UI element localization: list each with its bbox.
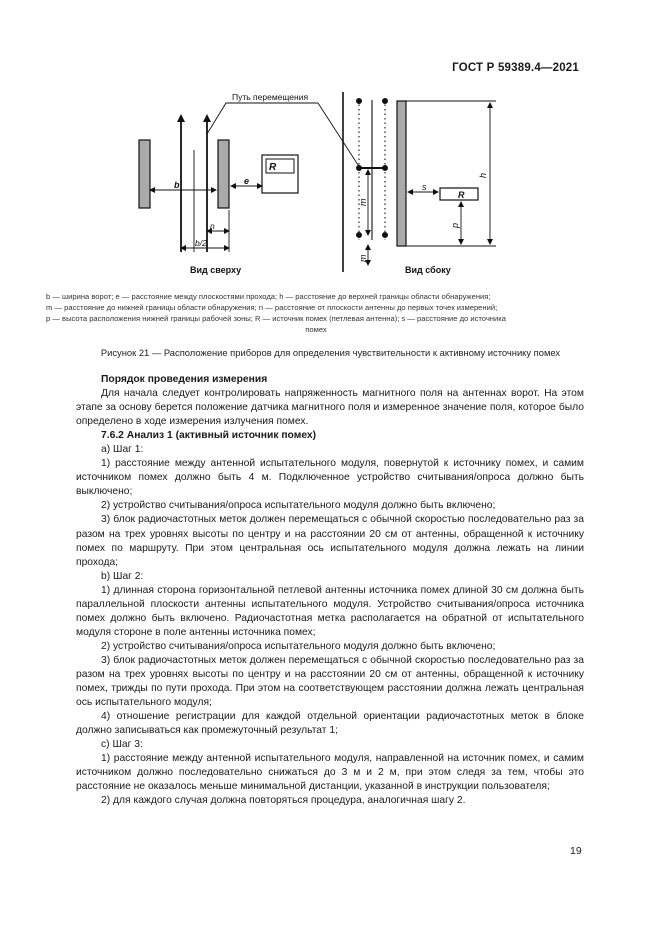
label-p: p	[450, 222, 460, 228]
page-number: 19	[570, 845, 582, 857]
figure-diagram	[0, 0, 661, 300]
label-b: b	[174, 180, 180, 190]
view-top-label: Вид сверху	[190, 265, 242, 275]
label-s: s	[422, 182, 427, 192]
label-m: m	[358, 198, 368, 206]
figure-21	[0, 0, 661, 300]
paragraph: 3) блок радиочастотных меток должен перемещаться с обычной скоростью последовательно раз за разом на трех уровнях высоты по центру и на расстоянии 20 см от антенны, обращенной к источнику помех по маршруту. При этом центральная ось испытательного модуля должна лежать на линии прохода;	[76, 514, 584, 568]
paragraph: 1) расстояние между антенной испытательного модуля, направленной на источник помех, и самим источником должно последовательно снижаться до 3 м и 2 м, при этом следя за тем, чтобы это расстояние не оказалось меньше минимальной дистанции, указанной в инструкции пользователя;	[76, 753, 584, 793]
paragraph: 2) для каждого случая должна повторяться процедура, аналогичная шагу 2.	[101, 795, 466, 807]
label-r-side: R	[458, 190, 465, 200]
legend-line: m — расстояние до нижней границы области обнаружения; n — расстояние от плоскости антенны до первых точек измерений;	[46, 303, 498, 312]
paragraph: 2) устройство считывания/опроса испытательного модуля должно быть включено;	[101, 500, 496, 512]
legend-line: p — высота расположения нижней границы рабочей зоны; R — источник помех (петлевая антенна); s — расстояние до источника	[46, 314, 506, 323]
section-heading: Порядок проведения измерения	[101, 374, 268, 385]
subsection-heading: 7.6.2 Анализ 1 (активный источник помех)	[101, 430, 317, 442]
paragraph: 2) устройство считывания/опроса испытательного модуля должно быть включено;	[101, 640, 496, 652]
label-e: e	[244, 176, 250, 186]
path-label: Путь перемещения	[232, 92, 309, 102]
paragraph: 1) длинная сторона горизонтальной петлевой антенны источника помех длиной 30 см должна быть параллельной плоскости антенны испытательного модуля. Устройство считывания/опроса источника помех должно быть включено. Радиочастотная метка располагается на обратной от испытательного модуля стороне в поле антенны источника помех;	[76, 584, 584, 638]
paragraph: Для начала следует контролировать напряженность магнитного поля на антеннах ворот. На этом этапе за основу берется положение датчика магнитного поля и измеренное значение поля, которое было определено в ходе измерения излучения помех.	[76, 388, 584, 428]
body-text	[76, 373, 584, 808]
figure-caption: Рисунок 21 — Расположение приборов для определения чувствительности к активному источнику помех	[100, 347, 561, 358]
top-view	[139, 103, 360, 252]
path-label-leader-side	[318, 103, 360, 168]
paragraph: 1) расстояние между антенной испытательного модуля, повернутой к источнику помех, и самим источником помех должно быть 4 м. Подключенное устройство считывания/опроса должно быть выключено;	[76, 458, 584, 498]
antenna-panel-side	[397, 101, 406, 246]
label-m-bottom: m	[358, 254, 368, 262]
legend-line: b — ширина ворот; e — расстояние между плоскостями прохода; h — расстояние до верхней границы области обнаружения;	[46, 292, 491, 301]
interference-source-top-outer	[262, 155, 298, 193]
paragraph: 4) отношение регистрации для каждой отдельной ориентации радиочастотных меток в блоке должно записываться как промежуточный результат 1;	[76, 711, 584, 737]
legend-line: помех	[305, 325, 327, 334]
paragraph: 3) блок радиочастотных меток должен перемещаться с обычной скоростью последовательно раз за разом на трех уровнях высоты по центру и на расстоянии 20 см от антенны, обращенной к источнику помех, трижды по пути прохода. При этом на соответствующем расстоянии должна лежать центральная ось испытательного модуля;	[76, 654, 584, 709]
right-antenna-panel	[218, 140, 229, 208]
label-n: n	[210, 221, 215, 231]
paragraph: a) Шаг 1:	[101, 444, 144, 456]
document-header: ГОСТ Р 59389.4—2021	[452, 62, 579, 74]
figure-legend	[46, 291, 586, 335]
view-side-label: Вид сбоку	[405, 265, 451, 275]
label-b2: b/2	[195, 238, 207, 248]
paragraph: c) Шаг 3:	[101, 739, 143, 751]
label-r-top: R	[269, 162, 277, 173]
left-antenna-panel	[139, 140, 150, 208]
path-label-leader	[207, 103, 318, 134]
label-h: h	[478, 172, 488, 178]
paragraph: b) Шаг 2:	[101, 570, 144, 582]
